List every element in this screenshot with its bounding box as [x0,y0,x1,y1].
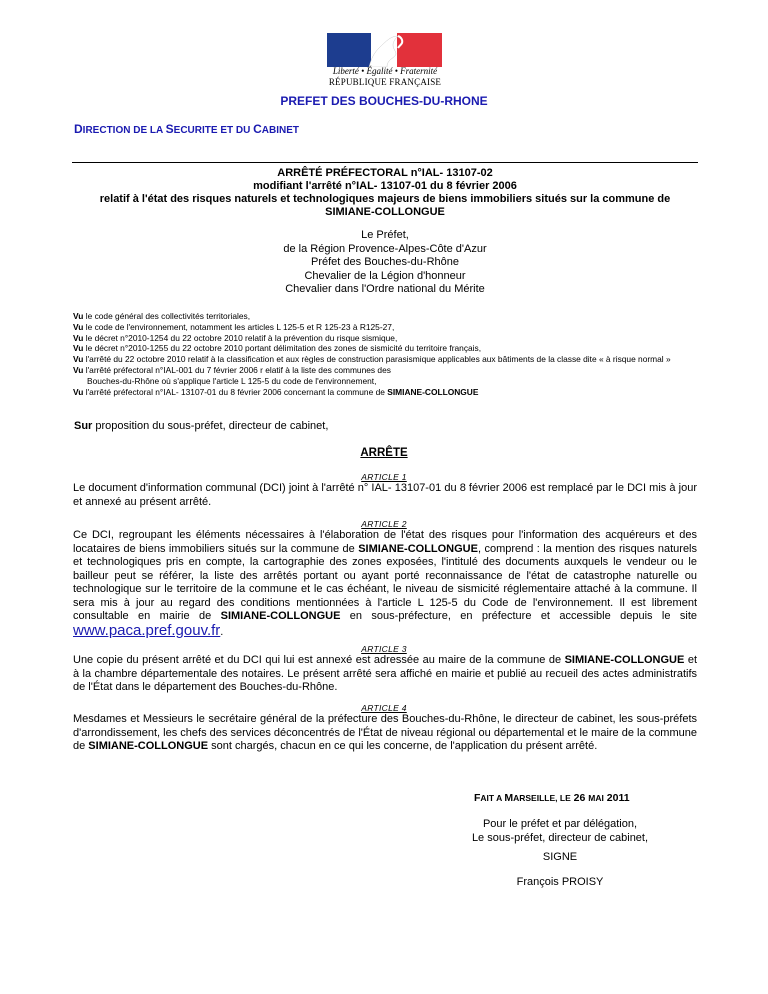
direction-part: ECURITE ET DU [173,125,254,136]
prefect-title-line: Le Préfet, [361,229,409,241]
article-3-text: Une copie du présent arrêté et du DCI qui lui est annexé est adressée au maire de la commune de SIMIANE-COLLONGUE et à la chambre départementale des notaires. Le présent arrêté sera affiché en mairie et publié au recueil des actes administratifs de l'État dans le département des Bouches-du-Rhône. [73,654,697,693]
logo-caption [300,66,470,88]
direction-part: ABINET [261,125,300,136]
delegation-line: Le sous-préfet, directeur de cabinet, [471,832,649,844]
direction-part: S [165,122,174,136]
delegation-line: Pour le préfet et par délégation, [482,818,638,830]
prefect-title-line: Chevalier de la Légion d'honneur [304,269,466,282]
article-heading: ARTICLE 2 [361,519,407,529]
direction-heading [74,122,299,136]
title-line: modifiant l'arrêté n°IAL- 13107-01 du 8 février 2006 [253,180,517,192]
vu-item: Vu le code de l'environnement, notamment les articles L 125-5 et R 125-23 à R125-27, [73,321,395,332]
vu-item: Vu le code général des collectivités territoriales, [73,311,251,321]
vu-list [73,311,699,397]
direction-part: IRECTION DE LA [82,125,166,136]
article-2-text: Ce DCI, regroupant les éléments nécessaires à l'élaboration de l'état des risques pour l'information des acquéreurs et des locataires de biens immobiliers situés sur la commune de SIMIANE-COLLONGUE, comprend : la mention des risques naturels et technologiques pris en compte, la cartographie des zones exposées, l'intitulé des documents auxquels le vendeur ou le bailleur peut se référer, la liste des arrêtés portant ou ayant porté reconnaissance de l'état de catastrophe naturelle ou technologique sur le territoire de la commune et le cas échéant, le niveau de sismicité réglementaire attaché à la commune. Il sera mis à jour au regard des conditions mentionnées à l'article L 125-5 du Code de l'environnement. Il est librement consultable en mairie de SIMIANE-COLLONGUE en sous-préfecture, en préfecture et accessible depuis le site www.paca.pref.gouv.fr. [73,529,698,639]
prefect-titles [72,229,698,297]
prefect-title-line: Chevalier dans l'Ordre national du Mérite [285,283,485,295]
article-heading: ARTICLE 4 [361,703,407,713]
vu-item: Vu l'arrêté préfectoral n°IAL- 13107-01 du 8 février 2006 concernant la commune de SIMIANE-COLLONGUE [73,386,479,397]
vu-item: Vu le décret n°2010-1254 du 22 octobre 2010 relatif à la prévention du risque sismique, [73,332,398,343]
arrete-heading: ARRÊTE [360,447,408,459]
direction-part: C [253,122,262,136]
signed-mention: SIGNE [542,851,578,863]
article-1-text: Le document d'information communal (DCI) joint à l'arrêté n° IAL- 13107-01 du 8 février 2006 est remplacé par le DCI mis à jour et annexé au présent arrêté. [73,482,697,508]
prefecture-website-link[interactable]: www.paca.pref.gouv.fr [73,621,221,639]
vu-item: Vu l'arrêté du 22 octobre 2010 relatif à la classification et aux règles de construction parasismique applicables aux bâtiments de la classe dite « à risque normal » [73,354,671,365]
republic-name: RÉPUBLIQUE FRANÇAISE [328,77,442,87]
article-heading: ARTICLE 1 [361,472,407,482]
title-line: SIMIANE-COLLONGUE [325,206,445,218]
title-line: ARRÊTÉ PRÉFECTORAL n°IAL- 13107-02 [277,167,493,179]
decree-title [72,167,698,219]
prefecture-name: PREFET DES BOUCHES-DU-RHONE [280,94,488,108]
vu-item: Bouches-du-Rhône où s'applique l'article L 125-5 du code de l'environnement, [87,375,377,386]
proposal-line: Sur proposition du sous-préfet, directeur de cabinet, [74,420,329,432]
prefect-title-line: Préfet des Bouches-du-Rhône [311,256,459,268]
vu-item: Vu l'arrêté préfectoral n°IAL-001 du 7 février 2006 r elatif à la liste des communes des [73,364,391,375]
republic-motto: Liberté • Égalité • Fraternité [332,66,438,76]
vu-item: Vu le décret n°2010-1255 du 22 octobre 2010 portant délimitation des zones de sismicité du territoire français, [73,343,482,354]
signatory-name: François PROISY [516,876,604,888]
article-heading: ARTICLE 3 [361,644,407,654]
prefect-title-line: de la Région Provence-Alpes-Côte d'Azur [283,242,487,255]
horizontal-rule [72,162,698,163]
place-date-line: FAIT A MARSEILLE, LE 26 MAI 2011 [474,792,630,804]
article-4-text: Mesdames et Messieurs le secrétaire général de la préfecture des Bouches-du-Rhône, le directeur de cabinet, les sous-préfets d'arrondissement, les chefs des services déconcentrés de l'État de niveau régional ou départemental et le maire de la commune de SIMIANE-COLLONGUE sont chargés, chacun en ce qui les concerne, de l'application du présent arrêté. [73,713,697,752]
direction-part: D [74,122,83,136]
title-line: relatif à l'état des risques naturels et technologiques majeurs de biens immobiliers situés sur la commune de [99,193,671,205]
